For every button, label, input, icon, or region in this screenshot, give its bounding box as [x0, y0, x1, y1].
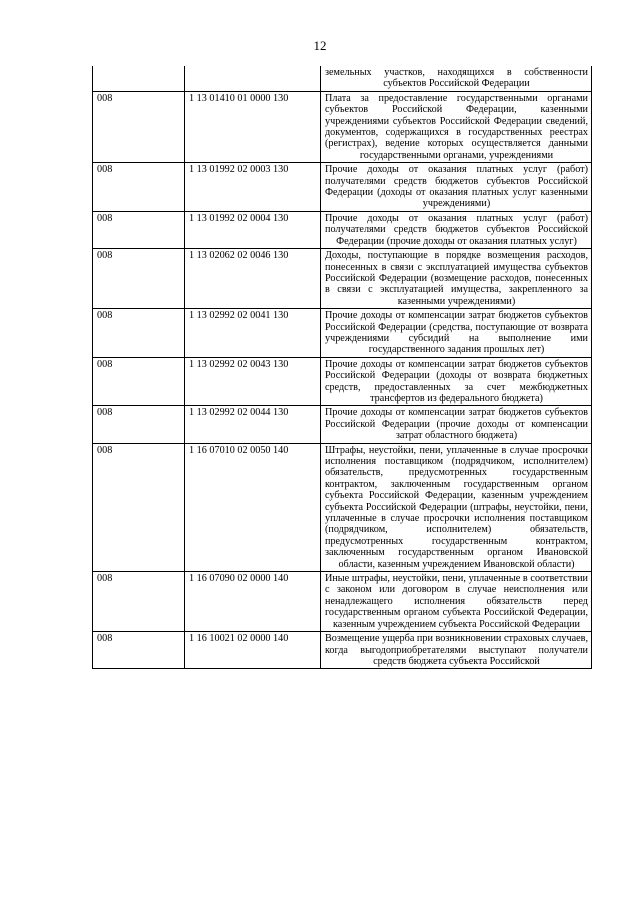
- revenue-name-cell: Доходы, поступающие в порядке возмещения расходов, понесенных в связи с эксплуатацией имущества субъектов Российской Федерации (возмещение расходов, понесенных в связи с эксплуатацией имущества, закрепленного за казенными учреждениями): [321, 249, 592, 309]
- revenue-name-cell: Иные штрафы, неустойки, пени, уплаченные в соответствии с законом или договором в случае неисполнения или ненадлежащего исполнения обязательств перед государственным органом субъекта Российской Федерации, казенным учреждением субъекта Российской Федерации: [321, 572, 592, 632]
- revenue-code-cell: 1 13 02062 02 0046 130: [185, 249, 321, 309]
- admin-code-cell: 008: [93, 443, 185, 571]
- admin-code-cell: 008: [93, 309, 185, 358]
- admin-code-cell: 008: [93, 211, 185, 248]
- revenue-name-cell: Плата за предоставление государственными органами субъектов Российской Федерации, казенными учреждениями субъектов Российской Федерации сведений, документов, содержащихся в государственных реестрах (регистрах), ведение которых осуществляется данными государственными органами, учреждениями: [321, 91, 592, 162]
- revenue-code-cell: 1 16 07090 02 0000 140: [185, 572, 321, 632]
- table-row: [93, 91, 592, 162]
- revenue-code-cell: 1 16 07010 02 0050 140: [185, 443, 321, 571]
- admin-code-cell: 008: [93, 163, 185, 212]
- table-row: [93, 443, 592, 571]
- table-row: [93, 572, 592, 632]
- table-row: [93, 211, 592, 248]
- revenue-name-cell: земельных участков, находящихся в собственности субъектов Российской Федерации: [321, 66, 592, 91]
- revenue-code-cell: 1 16 10021 02 0000 140: [185, 632, 321, 669]
- table-row: [93, 309, 592, 358]
- revenue-name-cell: Прочие доходы от компенсации затрат бюджетов субъектов Российской Федерации (прочие доходы от компенсации затрат областного бюджета): [321, 406, 592, 443]
- table-row: [93, 632, 592, 669]
- revenue-code-cell: 1 13 02992 02 0044 130: [185, 406, 321, 443]
- revenue-code-cell: 1 13 01410 01 0000 130: [185, 91, 321, 162]
- revenue-code-cell: 1 13 01992 02 0004 130: [185, 211, 321, 248]
- table-row: [93, 163, 592, 212]
- revenue-name-cell: Прочие доходы от компенсации затрат бюджетов субъектов Российской Федерации (доходы от возврата бюджетных средств, предоставленных за счет межбюджетных трансфертов из федерального бюджета): [321, 357, 592, 406]
- revenue-code-cell: 1 13 01992 02 0003 130: [185, 163, 321, 212]
- admin-code-cell: 008: [93, 249, 185, 309]
- table-row: [93, 357, 592, 406]
- revenue-name-cell: Штрафы, неустойки, пени, уплаченные в случае просрочки исполнения поставщиком (подрядчиком, исполнителем) обязательств, предусмотренных государственным контрактом, заключенным государственным органом субъекта Российской Федерации, казенным учреждением субъекта Российской Федерации (штрафы, неустойки, пени, уплаченные в случае просрочки исполнения поставщиком (подрядчиком, исполнителем) обязательств, предусмотренных государственным контрактом, заключенным государственным органом Ивановской области, казенным учреждением Ивановской области): [321, 443, 592, 571]
- admin-code-cell: [93, 66, 185, 91]
- revenue-name-cell: Прочие доходы от компенсации затрат бюджетов субъектов Российской Федерации (средства, поступающие от возврата учреждениями субсидий на выполнение ими государственного задания прошлых лет): [321, 309, 592, 358]
- revenue-code-cell: 1 13 02992 02 0041 130: [185, 309, 321, 358]
- revenue-name-cell: Прочие доходы от оказания платных услуг (работ) получателями средств бюджетов субъектов Российской Федерации (прочие доходы от оказания платных услуг): [321, 211, 592, 248]
- admin-code-cell: 008: [93, 632, 185, 669]
- table-row: [93, 66, 592, 91]
- admin-code-cell: 008: [93, 572, 185, 632]
- admin-code-cell: 008: [93, 406, 185, 443]
- table-row: [93, 406, 592, 443]
- revenue-name-cell: Возмещение ущерба при возникновении страховых случаев, когда выгодоприобретателями выступают получатели средств бюджета субъекта Российской: [321, 632, 592, 669]
- revenue-code-cell: 1 13 02992 02 0043 130: [185, 357, 321, 406]
- revenue-name-cell: Прочие доходы от оказания платных услуг (работ) получателями средств бюджетов субъектов Российской Федерации (доходы от оказания платных услуг казенными учреждениями): [321, 163, 592, 212]
- table-row: [93, 249, 592, 309]
- admin-code-cell: 008: [93, 357, 185, 406]
- revenue-codes-table: [92, 66, 592, 669]
- admin-code-cell: 008: [93, 91, 185, 162]
- revenue-code-cell: [185, 66, 321, 91]
- page-number: 12: [313, 38, 327, 53]
